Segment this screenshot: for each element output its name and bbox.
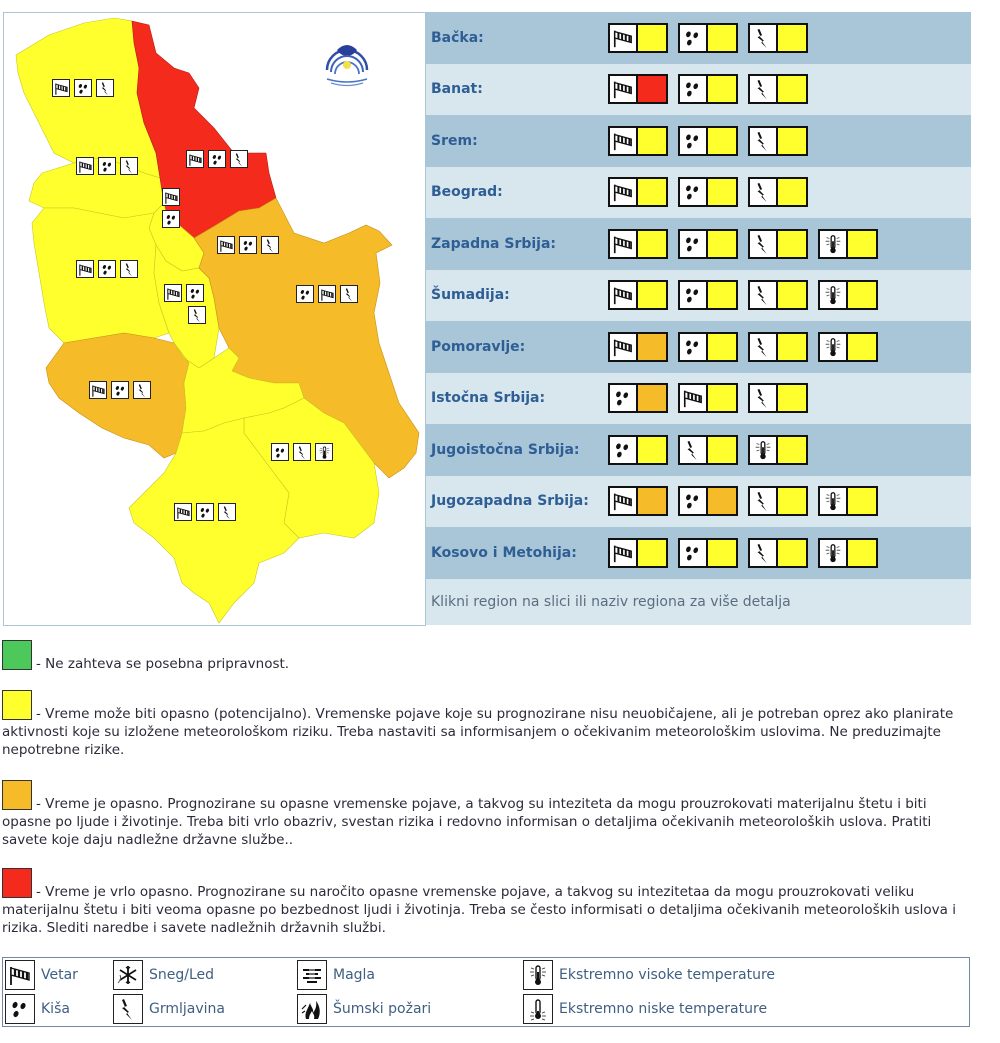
thunder-icon — [750, 76, 778, 102]
wind-icon — [610, 25, 638, 51]
warning-badge — [818, 280, 878, 310]
rain-icon — [680, 231, 708, 257]
rain-icon — [680, 25, 708, 51]
legend-label: Grmljavina — [149, 1001, 225, 1017]
thermometer-low-icon — [523, 994, 553, 1024]
wind-icon — [5, 960, 35, 990]
warning-list — [608, 383, 808, 413]
level-yellow — [778, 488, 806, 514]
wind-icon — [164, 284, 182, 302]
rain-icon — [680, 76, 708, 102]
thunder-icon — [340, 285, 358, 303]
level-yellow — [778, 282, 806, 308]
thermometer-high-icon — [315, 443, 333, 461]
rain-icon — [239, 236, 257, 254]
warning-badge — [748, 538, 808, 568]
map-icons-banat[interactable] — [186, 150, 248, 168]
level-yellow — [778, 540, 806, 566]
map-icons-istocna-srbija[interactable] — [296, 285, 358, 303]
rain-icon — [98, 157, 116, 175]
warning-badge — [748, 486, 808, 516]
warning-badge — [608, 229, 668, 259]
level-yellow — [638, 231, 666, 257]
warning-list — [608, 74, 808, 104]
legend-cold — [523, 994, 767, 1024]
legend-label: Sneg/Led — [149, 967, 215, 983]
warning-list — [608, 280, 878, 310]
region-row — [426, 218, 971, 270]
map-icons-srem[interactable] — [76, 157, 138, 175]
wind-icon — [318, 285, 336, 303]
rhmz-logo — [317, 35, 377, 95]
level-yellow — [778, 437, 806, 463]
region-link[interactable]: Beograd: — [431, 184, 503, 201]
thunder-icon — [120, 157, 138, 175]
region-link[interactable]: Kosovo i Metohija: — [431, 544, 577, 561]
rain-icon — [271, 443, 289, 461]
rain-icon — [296, 285, 314, 303]
level-yellow — [778, 334, 806, 360]
rain-icon — [186, 284, 204, 302]
region-link[interactable]: Srem: — [431, 132, 478, 149]
thunder-icon — [750, 540, 778, 566]
rain-icon — [196, 503, 214, 521]
level-yellow — [778, 128, 806, 154]
wind-icon — [610, 488, 638, 514]
level-orange — [638, 488, 666, 514]
warning-badge — [608, 23, 668, 53]
level-orange — [638, 385, 666, 411]
warning-list — [608, 486, 878, 516]
region-link[interactable]: Jugoistočna Srbija: — [431, 441, 580, 458]
warning-badge — [608, 538, 668, 568]
wind-icon — [610, 282, 638, 308]
rain-icon — [680, 540, 708, 566]
wind-icon — [76, 157, 94, 175]
warning-badge — [748, 23, 808, 53]
warning-badge — [748, 332, 808, 362]
level-yellow — [778, 231, 806, 257]
warning-badge — [748, 126, 808, 156]
warning-badge — [608, 74, 668, 104]
thermometer-high-icon — [820, 282, 848, 308]
region-link[interactable]: Zapadna Srbija: — [431, 235, 557, 252]
warning-map — [3, 12, 426, 626]
legend-rain — [5, 994, 70, 1024]
region-link[interactable]: Banat: — [431, 81, 483, 98]
rain-icon — [680, 488, 708, 514]
legend-fog — [297, 960, 375, 990]
warning-badge — [608, 383, 668, 413]
wind-icon — [162, 188, 180, 206]
level-yellow — [638, 437, 666, 463]
warning-badge — [748, 74, 808, 104]
thunder-icon — [750, 128, 778, 154]
level-legend-green — [2, 640, 977, 673]
level-yellow — [778, 179, 806, 205]
wind-icon — [610, 231, 638, 257]
wind-icon — [186, 150, 204, 168]
level-legend-orange — [2, 780, 977, 849]
snow-icon — [113, 960, 143, 990]
level-legend-yellow — [2, 690, 977, 759]
level-yellow — [638, 128, 666, 154]
warning-list — [608, 332, 878, 362]
level-text: - Vreme je vrlo opasno. Prognozirane su naročito opasne vremenske pojave, a takvog su intezitetaa da mogu prouzrokovati veliku materijalnu štetu i biti veoma opasne po bezbednost ljudi i životinja. Treba se često informisati o detaljima očekivanih meteoroloških uslova i rizika. Slediti naredbe i savete nadležnih državnih službi. — [2, 884, 956, 936]
thermometer-high-icon — [820, 231, 848, 257]
level-yellow — [848, 231, 876, 257]
legend-heat — [523, 960, 775, 990]
thunder-icon — [750, 179, 778, 205]
thermometer-high-icon — [750, 437, 778, 463]
legend-wind — [5, 960, 78, 990]
fog-icon — [297, 960, 327, 990]
level-text: - Vreme je opasno. Prognozirane su opasne vremenske pojave, a takvog su inteziteta da mogu prouzrokovati materijalnu štetu i biti opasne po ljude i životinje. Treba biti vrlo obazriv, svestan rizika i redovno informisan o detaljima očekivanih meteoroloških uslova. Pratiti savete koje daju nadležne državne službe.. — [2, 796, 932, 848]
level-yellow — [638, 282, 666, 308]
warning-list — [608, 538, 878, 568]
wind-icon — [680, 385, 708, 411]
wind-icon — [76, 260, 94, 278]
level-yellow — [638, 540, 666, 566]
thunder-icon — [750, 25, 778, 51]
warning-badge — [678, 383, 738, 413]
level-yellow — [708, 385, 736, 411]
thermometer-high-icon — [820, 334, 848, 360]
level-yellow — [848, 488, 876, 514]
level-yellow — [708, 540, 736, 566]
warning-badge — [678, 486, 738, 516]
warning-badge — [678, 538, 738, 568]
region-link[interactable]: Jugozapadna Srbija: — [431, 493, 589, 510]
level-yellow — [708, 437, 736, 463]
region-row — [426, 64, 971, 116]
level-yellow — [778, 25, 806, 51]
region-row — [426, 527, 971, 579]
wind-icon — [174, 503, 192, 521]
thunder-icon — [750, 334, 778, 360]
map-icons-kosovo-i-metohija[interactable] — [174, 503, 236, 521]
thermometer-high-icon — [523, 960, 553, 990]
warning-badge — [678, 332, 738, 362]
rain-icon — [111, 381, 129, 399]
level-yellow — [708, 334, 736, 360]
warning-list — [608, 435, 808, 465]
warning-badge — [608, 126, 668, 156]
thunder-icon — [750, 488, 778, 514]
thunder-icon — [218, 503, 236, 521]
level-yellow — [708, 128, 736, 154]
level-yellow — [848, 282, 876, 308]
level-yellow — [778, 76, 806, 102]
warning-badge — [608, 280, 668, 310]
map-icons-sumadija[interactable] — [164, 284, 210, 324]
rain-icon — [98, 260, 116, 278]
thunder-icon — [293, 443, 311, 461]
warning-badge — [608, 486, 668, 516]
map-icons-backa[interactable] — [52, 79, 114, 97]
region-row — [426, 12, 971, 64]
level-yellow — [708, 179, 736, 205]
region-row — [426, 424, 971, 476]
rain-icon — [680, 334, 708, 360]
legend-label: Ekstremno niske temperature — [559, 1001, 768, 1017]
wind-icon — [89, 381, 107, 399]
wind-icon — [610, 540, 638, 566]
level-yellow — [708, 282, 736, 308]
level-text: - Vreme može biti opasno (potencijalno). Vremenske pojave koje su prognozirane nisu neuobičajene, ali je potreban oprez ako planirate aktivnosti koje su izložene meteorološkom riziku. Treba nastaviti sa informisanjem o očekivanim meteorološkim uslovima. Ne preduzimajte nepotrebne rizike. — [2, 706, 954, 758]
icon-legend — [2, 957, 970, 1027]
warning-list — [608, 229, 878, 259]
red-swatch — [2, 868, 32, 898]
green-swatch — [2, 640, 32, 670]
wind-icon — [52, 79, 70, 97]
warning-badge — [678, 126, 738, 156]
thermometer-high-icon — [820, 488, 848, 514]
thunder-icon — [750, 385, 778, 411]
thunder-icon — [96, 79, 114, 97]
thunder-icon — [680, 437, 708, 463]
orange-swatch — [2, 780, 32, 810]
rain-icon — [680, 128, 708, 154]
rain-icon — [680, 179, 708, 205]
legend-fire — [297, 994, 431, 1024]
map-icons-jugozapadna-srbija[interactable] — [89, 381, 151, 399]
warning-list — [608, 177, 808, 207]
warning-badge — [818, 229, 878, 259]
warning-badge — [818, 486, 878, 516]
wind-icon — [217, 236, 235, 254]
warning-badge — [748, 383, 808, 413]
thunder-icon — [133, 381, 151, 399]
warning-badge — [678, 435, 738, 465]
warning-badge — [608, 435, 668, 465]
legend-label: Šumski požari — [333, 1001, 432, 1017]
thunder-icon — [120, 260, 138, 278]
region-row — [426, 476, 971, 528]
region-row — [426, 115, 971, 167]
serbia-map — [4, 13, 425, 625]
wind-icon — [610, 334, 638, 360]
legend-label: Ekstremno visoke temperature — [559, 967, 776, 983]
level-yellow — [638, 179, 666, 205]
legend-label: Magla — [333, 967, 376, 983]
level-yellow — [778, 385, 806, 411]
region-link[interactable]: Šumadija: — [431, 287, 510, 304]
level-text: - Ne zahteva se posebna pripravnost. — [36, 656, 290, 672]
legend-label: Kiša — [41, 1001, 70, 1017]
warning-badge — [678, 23, 738, 53]
level-yellow — [708, 76, 736, 102]
warning-badge — [818, 538, 878, 568]
region-row — [426, 321, 971, 373]
rain-icon — [208, 150, 226, 168]
level-red — [638, 76, 666, 102]
region-link[interactable]: Bačka: — [431, 29, 484, 46]
rain-icon — [610, 385, 638, 411]
region-row — [426, 167, 971, 219]
warning-badge — [748, 177, 808, 207]
thunder-icon — [750, 231, 778, 257]
warning-badge — [818, 332, 878, 362]
warning-badge — [678, 74, 738, 104]
rain-icon — [680, 282, 708, 308]
level-orange — [638, 334, 666, 360]
map-icons-jugoistocna-srbija[interactable] — [271, 443, 333, 461]
legend-snow — [113, 960, 214, 990]
thunder-icon — [750, 282, 778, 308]
rain-icon — [5, 994, 35, 1024]
level-yellow — [708, 231, 736, 257]
legend-thunder — [113, 994, 225, 1024]
warning-list — [608, 126, 808, 156]
level-yellow — [638, 25, 666, 51]
map-icons-zapadna-srbija[interactable] — [76, 260, 138, 278]
map-icons-beograd[interactable] — [162, 188, 180, 228]
warning-list — [608, 23, 808, 53]
level-yellow — [708, 25, 736, 51]
warning-badge — [608, 332, 668, 362]
wind-icon — [610, 179, 638, 205]
warning-badge — [678, 280, 738, 310]
region-row — [426, 270, 971, 322]
warning-badge — [608, 177, 668, 207]
region-link[interactable]: Istočna Srbija: — [431, 390, 546, 407]
warning-badge — [678, 177, 738, 207]
warning-badge — [748, 229, 808, 259]
thunder-icon — [113, 994, 143, 1024]
rain-icon — [74, 79, 92, 97]
region-link[interactable]: Pomoravlje: — [431, 338, 526, 355]
yellow-swatch — [2, 690, 32, 720]
footnote-text: Klikni region na slici ili naziv regiona za više detalja — [431, 593, 791, 610]
thunder-icon — [188, 306, 206, 324]
forest-fire-icon — [297, 994, 327, 1024]
level-yellow — [848, 334, 876, 360]
wind-icon — [610, 128, 638, 154]
map-icons-pomoravlje[interactable] — [217, 236, 279, 254]
level-yellow — [848, 540, 876, 566]
level-orange — [708, 488, 736, 514]
rain-icon — [162, 210, 180, 228]
thermometer-high-icon — [820, 540, 848, 566]
region-warning-table — [426, 12, 971, 625]
warning-badge — [748, 280, 808, 310]
rain-icon — [610, 437, 638, 463]
footnote-row — [426, 579, 971, 625]
warning-badge — [678, 229, 738, 259]
thunder-icon — [230, 150, 248, 168]
thunder-icon — [261, 236, 279, 254]
legend-label: Vetar — [41, 967, 78, 983]
region-row — [426, 373, 971, 425]
level-legend-red — [2, 868, 977, 937]
wind-icon — [610, 76, 638, 102]
warning-badge — [748, 435, 808, 465]
